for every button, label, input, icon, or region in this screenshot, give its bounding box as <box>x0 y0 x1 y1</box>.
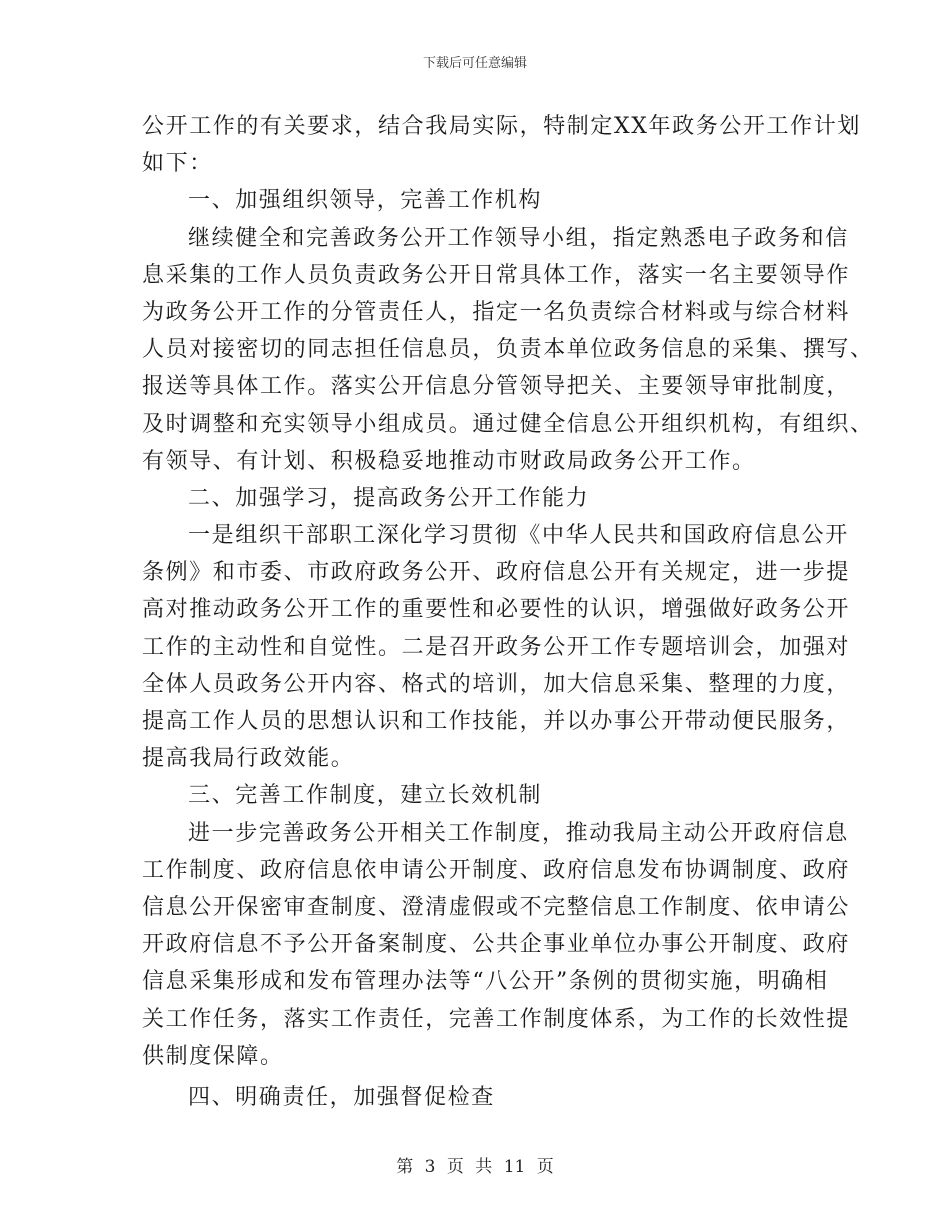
section-heading: 四、明确责任，加强督促检查 <box>188 1084 495 1110</box>
paragraph-line: 息采集的工作人员负责政务公开日常具体工作，落实一名主要领导作 <box>142 262 851 288</box>
paragraph-line: 为政务公开工作的分管责任人，指定一名负责综合材料或与综合材料 <box>142 299 851 325</box>
paragraph-line: 报送等具体工作。落实公开信息分管领导把关、主要领导审批制度， <box>142 374 851 400</box>
page-header-note: 下载后可任意编辑 <box>422 56 527 71</box>
section-heading: 三、完善工作制度，建立长效机制 <box>188 783 543 809</box>
document-body <box>142 108 874 1116</box>
paragraph-line: 提高我局行政效能。 <box>142 746 355 772</box>
paragraph-line: 提高工作人员的思想认识和工作技能，并以办事公开带动便民服务， <box>142 709 851 734</box>
paragraph-line: 进一步完善政务公开相关工作制度，推动我局主动公开政府信息 <box>188 820 849 846</box>
paragraph-line: 及时调整和充实领导小组成员。通过健全信息公开组织机构，有组织、 <box>142 411 874 437</box>
paragraph-line: 全体人员政务公开内容、格式的培训，加大信息采集、整理的力度， <box>142 671 851 697</box>
paragraph-line: 开政府信息不予公开备案制度、公共企事业单位办事公开制度、政府 <box>142 932 851 958</box>
page-number-footer: 第 3 页 共 11 页 <box>396 1157 554 1177</box>
paragraph-line: 信息公开保密审查制度、澄清虚假或不完整信息工作制度、依申请公 <box>142 894 851 920</box>
paragraph-line: 一是组织干部职工深化学习贯彻《中华人民共和国政府信息公开 <box>188 523 849 549</box>
paragraph-line: 关工作任务，落实工作责任，完善工作制度体系，为工作的长效性提 <box>142 1006 851 1032</box>
paragraph-line: 公开工作的有关要求，结合我局实际，特制定XX年政务公开工作计划 <box>142 114 861 139</box>
paragraph-line: 工作制度、政府信息依申请公开制度、政府信息发布协调制度、政府 <box>142 857 851 883</box>
paragraph-line: 高对推动政务公开工作的重要性和必要性的认识，增强做好政务公开 <box>142 597 851 623</box>
paragraph-line: 如下： <box>142 151 213 177</box>
paragraph-line: 继续健全和完善政务公开工作领导小组，指定熟悉电子政务和信 <box>188 225 849 251</box>
section-heading: 二、加强学习，提高政务公开工作能力 <box>188 485 590 511</box>
section-heading: 一、加强组织领导，完善工作机构 <box>188 188 543 214</box>
paragraph-line: 信息采集形成和发布管理办法等“八公开”条例的贯彻实施，明确相 <box>142 969 829 995</box>
paragraph-line: 供制度保障。 <box>142 1043 284 1069</box>
paragraph-line: 有领导、有计划、积极稳妥地推动市财政局政务公开工作。 <box>142 448 756 474</box>
paragraph-line: 人员对接密切的同志担任信息员，负责本单位政务信息的采集、撰写、 <box>142 337 874 363</box>
paragraph-line: 条例》和市委、市政府政务公开、政府信息公开有关规定，进一步提 <box>142 560 851 586</box>
paragraph-line: 工作的主动性和自觉性。二是召开政务公开工作专题培训会，加强对 <box>142 634 851 660</box>
